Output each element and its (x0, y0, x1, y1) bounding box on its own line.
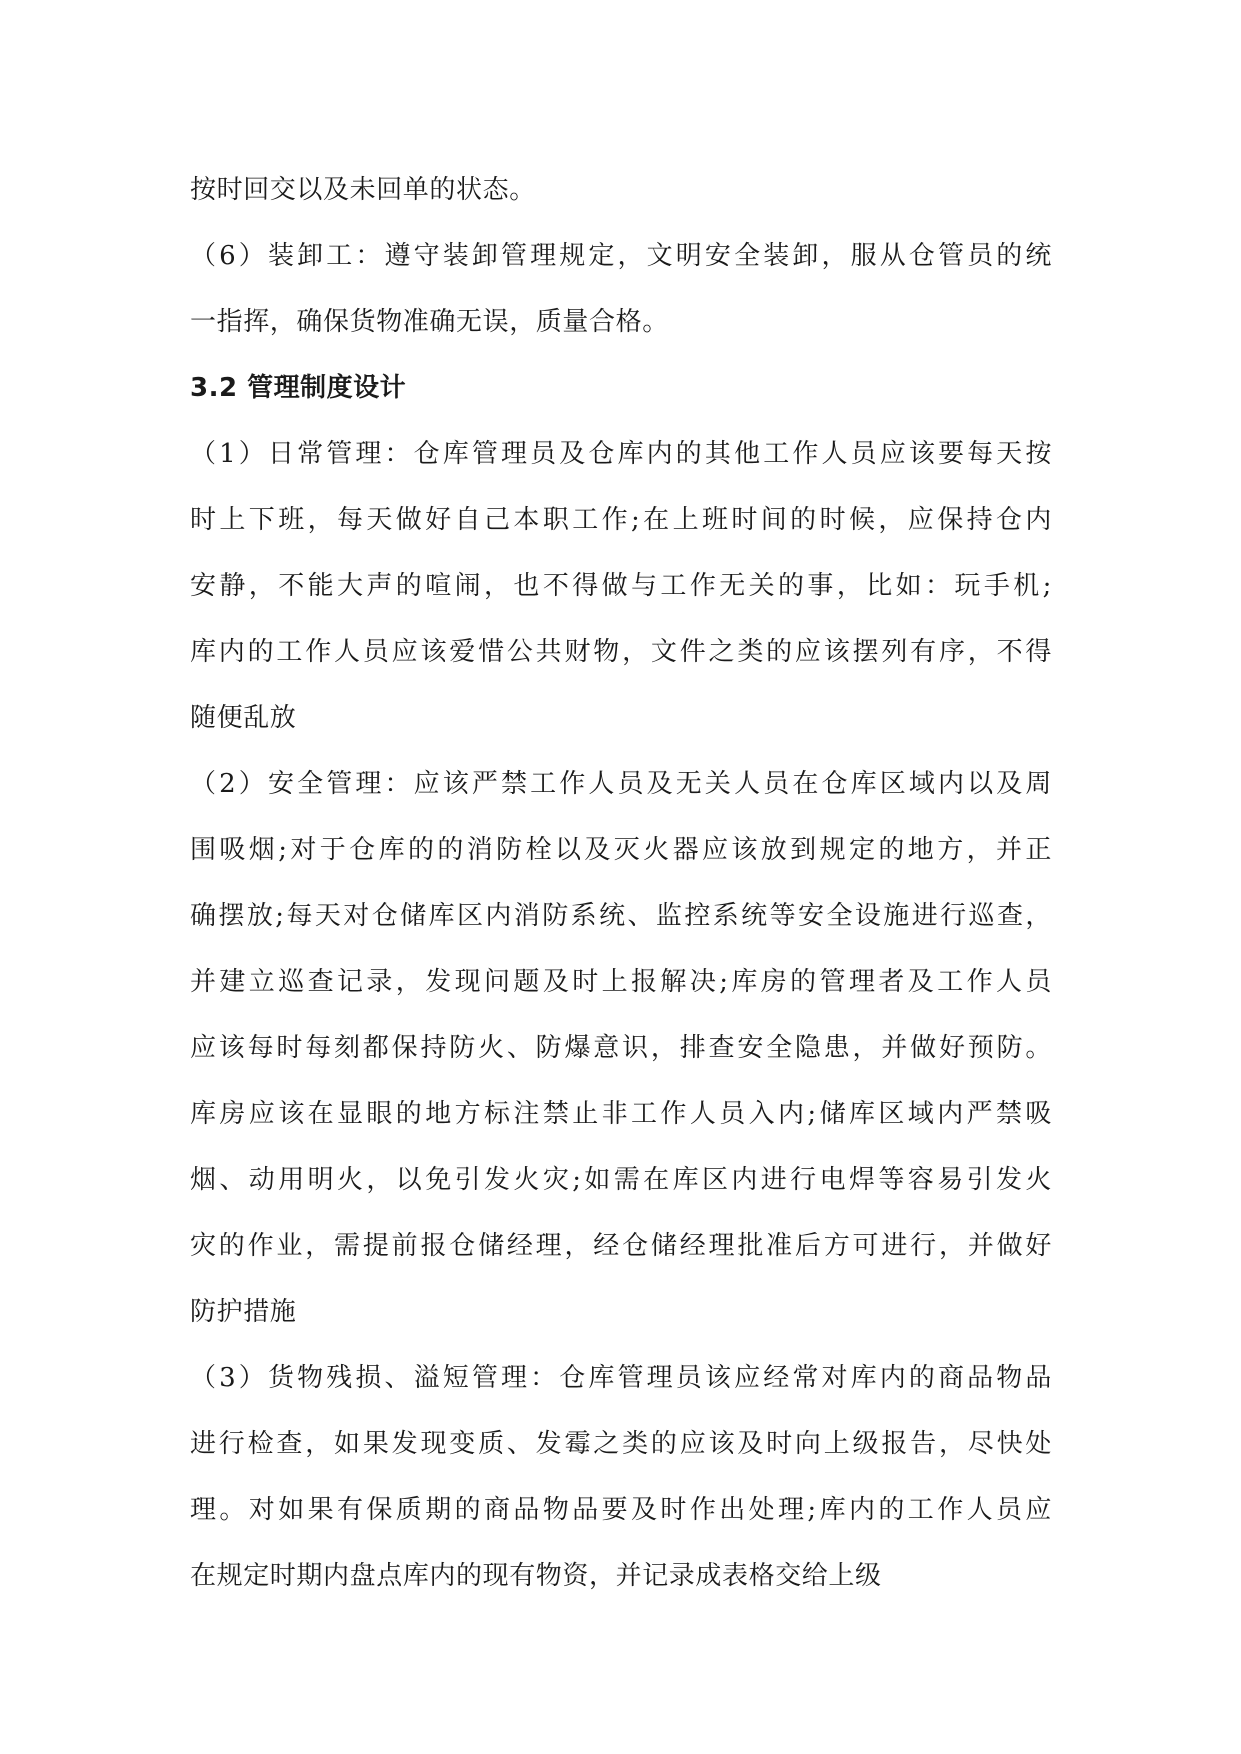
text-line: 烟、动用明火，以免引发火灾;如需在库区内进行电焊等容易引发火 (190, 1165, 1052, 1195)
document-body (190, 157, 1052, 1609)
text-line: （2）安全管理：应该严禁工作人员及无关人员在仓库区域内以及周 (190, 769, 1052, 799)
text-line: 理。对如果有保质期的商品物品要及时作出处理;库内的工作人员应 (190, 1495, 1052, 1525)
text-line: 并建立巡查记录，发现问题及时上报解决;库房的管理者及工作人员 (190, 967, 1052, 997)
text-line: 库内的工作人员应该爱惜公共财物，文件之类的应该摆列有序，不得 (190, 637, 1052, 667)
text-line: 进行检查，如果发现变质、发霉之类的应该及时向上级报告，尽快处 (190, 1429, 1052, 1459)
text-line: 一指挥，确保货物准确无误，质量合格。 (190, 307, 669, 337)
text-line: 应该每时每刻都保持防火、防爆意识，排查安全隐患，并做好预防。 (190, 1033, 1052, 1063)
text-line: 防护措施 (190, 1297, 297, 1327)
text-line: 库房应该在显眼的地方标注禁止非工作人员入内;储库区域内严禁吸 (190, 1099, 1052, 1129)
text-line: 安静，不能大声的喧闹，也不得做与工作无关的事，比如：玩手机; (190, 571, 1052, 601)
text-line: （3）货物残损、溢短管理：仓库管理员该应经常对库内的商品物品 (190, 1363, 1052, 1393)
text-line: （1）日常管理：仓库管理员及仓库内的其他工作人员应该要每天按 (190, 439, 1052, 469)
text-line: 随便乱放 (190, 703, 297, 733)
text-line: 围吸烟;对于仓库的的消防栓以及灭火器应该放到规定的地方，并正 (190, 835, 1052, 865)
text-line: 确摆放;每天对仓储库区内消防系统、监控系统等安全设施进行巡查， (190, 901, 1052, 931)
text-line: 灾的作业，需提前报仓储经理，经仓储经理批准后方可进行，并做好 (190, 1231, 1052, 1261)
text-line: 在规定时期内盘点库内的现有物资，并记录成表格交给上级 (190, 1561, 882, 1591)
text-line: 按时回交以及未回单的状态。 (190, 175, 536, 205)
text-line: （6）装卸工：遵守装卸管理规定，文明安全装卸，服从仓管员的统 (190, 241, 1052, 271)
section-heading: 3.2 管理制度设计 (190, 373, 407, 403)
text-line: 时上下班，每天做好自己本职工作;在上班时间的时候，应保持仓内 (190, 505, 1052, 535)
